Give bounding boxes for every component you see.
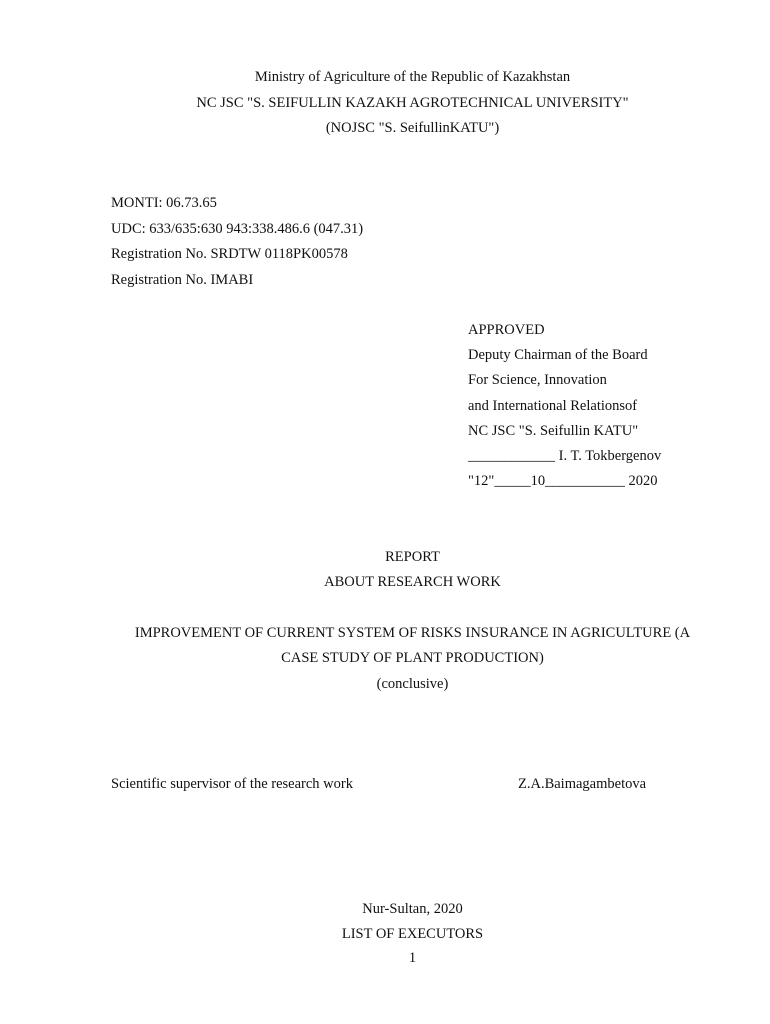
- approval-date-line: "12"_____10___________ 2020: [468, 473, 658, 489]
- report-title-line1: IMPROVEMENT OF CURRENT SYSTEM OF RISKS INSURANCE IN AGRICULTURE (A: [134, 625, 691, 641]
- registration-imabi: Registration No. IMABI: [111, 272, 254, 288]
- executors-heading: LIST OF EXECUTORS: [341, 926, 484, 942]
- report-subject: ABOUT RESEARCH WORK: [324, 574, 501, 590]
- supervisor-role: Scientific supervisor of the research work: [111, 776, 353, 792]
- monti-code: MONTI: 06.73.65: [111, 195, 217, 211]
- university-abbreviation: (NOJSC "S. SeifullinKATU"): [325, 120, 500, 136]
- report-title-line2: CASE STUDY OF PLANT PRODUCTION): [281, 650, 544, 666]
- supervisor-name: Z.A.Baimagambetova: [518, 776, 647, 792]
- university-name: NC JSC "S. SEIFULLIN KAZAKH AGROTECHNICAL UNIVERSITY": [196, 95, 629, 111]
- place-and-year: Nur-Sultan, 2020: [362, 901, 463, 917]
- page-number: 1: [408, 950, 417, 966]
- approver-position-line2: For Science, Innovation: [468, 372, 607, 388]
- approver-position-line3: and International Relationsof: [468, 398, 638, 414]
- report-type: REPORT: [385, 549, 440, 565]
- approver-signature-line: ____________ I. T. Tokbergenov: [468, 448, 662, 464]
- registration-srdtw: Registration No. SRDTW 0118PK00578: [111, 246, 348, 262]
- approver-position-line1: Deputy Chairman of the Board: [468, 347, 648, 363]
- approved-label: APPROVED: [468, 322, 545, 338]
- approver-organization: NC JSC "S. Seifullin KATU": [468, 423, 639, 439]
- udc-code: UDC: 633/635:630 943:338.486.6 (047.31): [111, 221, 364, 237]
- ministry-name: Ministry of Agriculture of the Republic of Kazakhstan: [254, 69, 571, 85]
- report-status: (conclusive): [376, 676, 449, 692]
